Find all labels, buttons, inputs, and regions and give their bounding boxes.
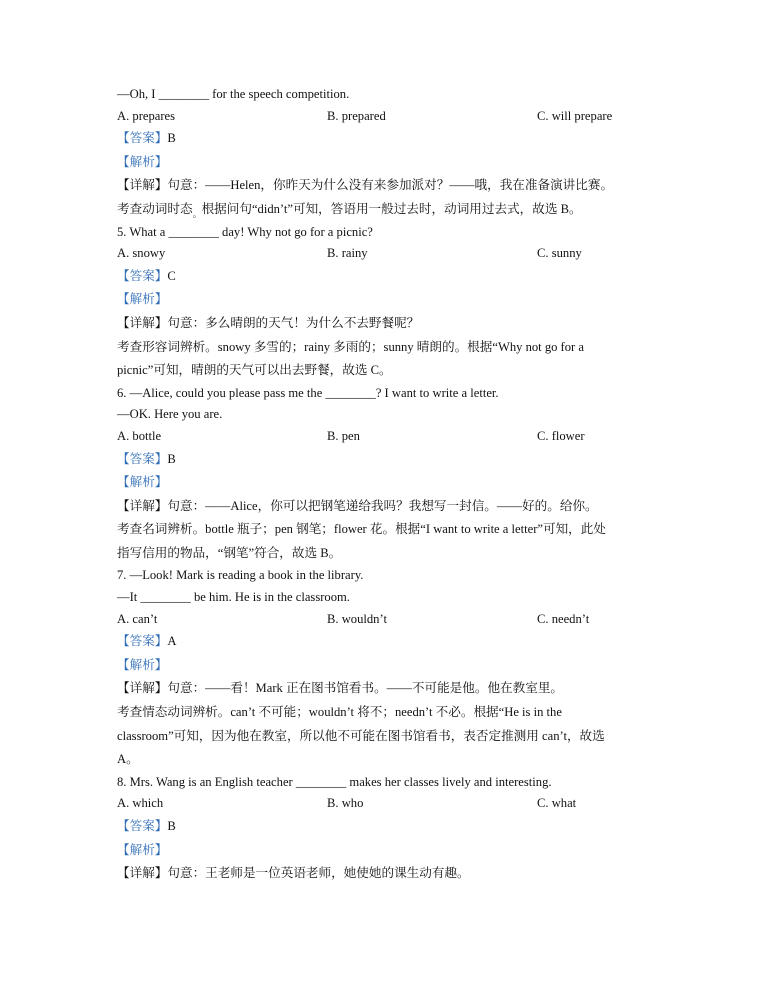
option-c: C. needn’t <box>537 611 590 626</box>
detail-line: A。 <box>117 752 139 767</box>
question-6-reply: —OK. Here you are. <box>117 407 223 422</box>
option-b: B. pen <box>327 428 360 443</box>
question-7-options <box>117 609 657 631</box>
detail-line <box>117 677 657 701</box>
option-b: B. rainy <box>327 246 368 261</box>
option-a: A. can’t <box>117 611 158 626</box>
question-4-reply: —Oh, I ________ for the speech competition. <box>117 87 350 101</box>
detail-tag: 【详解】 <box>117 315 168 330</box>
detail-line: 考查情态动词辨析。can’t 不可能；wouldn’t 将不；needn’t 不必。根据“He is in the <box>117 705 562 720</box>
answer-tag: 【答案】 <box>117 634 168 649</box>
analysis-tag: 【解析】 <box>117 154 168 169</box>
analysis-tag: 【解析】 <box>117 842 168 857</box>
answer-value: B <box>167 819 176 833</box>
detail-text: 句意：——看！Mark 正在图书馆看书。——不可能是他。他在教室里。 <box>167 681 564 696</box>
detail-text: 句意：——Alice，你可以把钢笔递给我吗？我想写一封信。——好的。给你。 <box>167 498 598 513</box>
answer-value: A <box>167 634 177 649</box>
detail-text: 句意：多么晴朗的天气！为什么不去野餐呢？ <box>167 315 420 330</box>
analysis-line <box>117 151 657 175</box>
answer-tag: 【答案】 <box>117 268 168 283</box>
option-c: C. will prepare <box>537 108 613 123</box>
question-8: 8. Mrs. Wang is an English teacher ________ makes her classes lively and interesting. <box>117 774 552 789</box>
document-content <box>117 84 657 886</box>
answer-line <box>117 815 657 839</box>
option-a: A. prepares <box>117 108 176 123</box>
option-b: B. who <box>327 796 364 811</box>
answer-tag: 【答案】 <box>117 131 168 146</box>
analysis-line <box>117 839 657 863</box>
answer-value: C <box>167 268 176 283</box>
detail-line <box>117 312 657 336</box>
answer-line <box>117 448 657 472</box>
detail-text: 句意：王老师是一位英语老师，她使她的课生动有趣。 <box>167 866 470 881</box>
detail-line: 考查形容词辨析。snowy 多雪的；rainy 多雨的；sunny 晴朗的。根据“Why not go for a <box>117 339 584 354</box>
analysis-line <box>117 471 657 495</box>
detail-line <box>117 174 657 198</box>
option-b: B. prepared <box>327 108 386 123</box>
option-a: A. snowy <box>117 246 166 261</box>
detail-line: 考查名词辨析。bottle 瓶子；pen 钢笔；flower 花。根据“I want to write a letter”可知，此处 <box>117 522 606 537</box>
question-4-options <box>117 106 657 128</box>
answer-line <box>117 127 657 151</box>
detail-tag: 【详解】 <box>117 498 168 513</box>
question-8-options <box>117 793 657 815</box>
detail-line: picnic”可知，晴朗的天气可以出去野餐，故选 C。 <box>117 363 392 378</box>
analysis-line <box>117 654 657 678</box>
detail-tag: 【详解】 <box>117 681 168 696</box>
answer-line <box>117 265 657 289</box>
option-c: C. sunny <box>537 246 582 261</box>
analysis-line <box>117 288 657 312</box>
analysis-tag: 【解析】 <box>117 292 168 307</box>
detail-text: 句意：——Helen，你昨天为什么没有来参加派对？——哦，我在准备演讲比赛。 <box>167 178 614 193</box>
question-6-options <box>117 426 657 448</box>
detail-line <box>117 198 657 222</box>
question-7: 7. —Look! Mark is reading a book in the library. <box>117 568 364 583</box>
detail-tag: 【详解】 <box>117 178 168 193</box>
option-c: C. flower <box>537 428 585 443</box>
detail-line <box>117 495 657 519</box>
option-c: C. what <box>537 796 577 811</box>
option-b: B. wouldn’t <box>327 611 387 626</box>
detail-line: classroom”可知，因为他在教室，所以他不可能在图书馆看书，表否定推测用 can’t，故选 <box>117 728 605 743</box>
question-5: 5. What a ________ day! Why not go for a picnic? <box>117 224 373 239</box>
detail-line <box>117 862 657 886</box>
analysis-tag: 【解析】 <box>117 475 168 490</box>
detail-text: 考查动词时态 <box>117 201 193 216</box>
detail-tag: 【详解】 <box>117 866 168 881</box>
question-7-reply: —It ________ be him. He is in the classroom. <box>117 590 350 605</box>
analysis-tag: 【解析】 <box>117 657 168 672</box>
detail-mark: 。 <box>192 208 202 219</box>
question-6: 6. —Alice, could you please pass me the ________? I want to write a letter. <box>117 385 499 400</box>
option-a: A. which <box>117 796 164 811</box>
answer-value: B <box>167 131 176 146</box>
answer-line <box>117 630 657 654</box>
answer-value: B <box>167 451 176 466</box>
answer-tag: 【答案】 <box>117 819 168 833</box>
question-5-options <box>117 243 657 265</box>
option-a: A. bottle <box>117 428 162 443</box>
detail-text: 根据问句“didn’t”可知，答语用一般过去时，动词用过去式，故选 B。 <box>201 201 582 216</box>
detail-line: 指写信用的物品，“钢笔”符合，故选 B。 <box>117 545 342 560</box>
answer-tag: 【答案】 <box>117 451 168 466</box>
